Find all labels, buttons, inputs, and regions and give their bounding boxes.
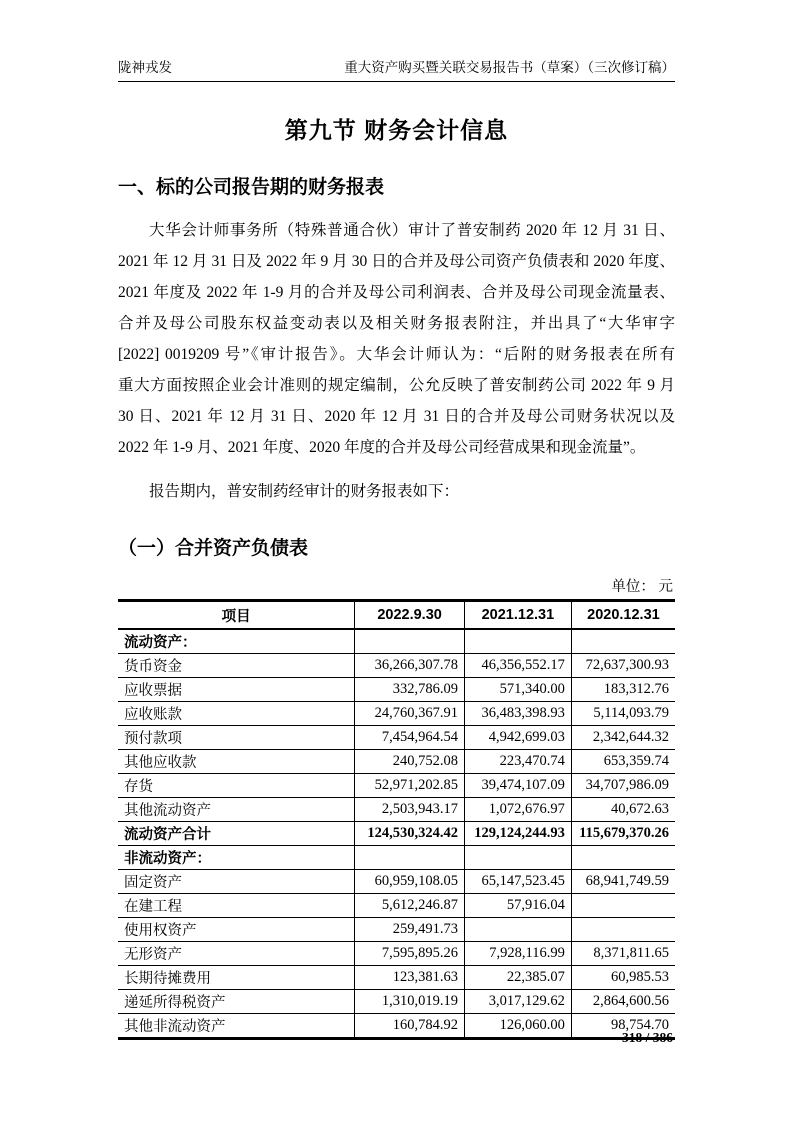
- unit-label: 单位： 元: [611, 579, 673, 595]
- paragraph-line: 大华会计师事务所（特殊普通合伙）审计了普安制药 2020 年 12 月 31 日、: [149, 222, 675, 239]
- table-row: [118, 870, 675, 894]
- value-cell: 39,474,107.09: [464, 774, 571, 798]
- table-row: [118, 942, 675, 966]
- value-cell: 40,672.63: [571, 798, 675, 822]
- value-cell: 571,340.00: [464, 678, 571, 702]
- header-right-text: 重大资产购买暨关联交易报告书（草案）（三次修订稿）: [344, 60, 675, 75]
- value-cell: 7,928,116.99: [464, 942, 571, 966]
- value-cell: 126,060.00: [464, 1014, 571, 1039]
- row-label: 使用权资产: [118, 918, 355, 942]
- page-number: 318 / 386: [621, 1030, 673, 1045]
- value-cell: 653,359.74: [571, 750, 675, 774]
- value-cell: 1,072,676.97: [464, 798, 571, 822]
- value-cell: 5,612,246.87: [355, 894, 465, 918]
- row-label: 无形资产: [118, 942, 355, 966]
- table-row: [118, 750, 675, 774]
- value-cell: 129,124,244.93: [464, 822, 571, 846]
- value-cell: 72,637,300.93: [571, 654, 675, 678]
- table-row: [118, 1014, 675, 1039]
- value-cell: 123,381.63: [355, 966, 465, 990]
- row-label: 存货: [118, 774, 355, 798]
- value-cell: [571, 894, 675, 918]
- table-row: [118, 629, 675, 654]
- page-title: 第九节 财务会计信息: [284, 117, 509, 143]
- subsection-heading: （一）合并资产负债表: [118, 538, 309, 559]
- value-cell: 115,679,370.26: [571, 822, 675, 846]
- value-cell: 3,017,129.62: [464, 990, 571, 1014]
- value-cell: [464, 629, 571, 654]
- row-label: 预付款项: [118, 726, 355, 750]
- row-label: 递延所得税资产: [118, 990, 355, 1014]
- section-heading: 一、标的公司报告期的财务报表: [118, 177, 385, 198]
- row-label: 应收账款: [118, 702, 355, 726]
- value-cell: [464, 846, 571, 870]
- row-label: 非流动资产：: [118, 846, 355, 870]
- table-row: [118, 822, 675, 846]
- row-label: 其他非流动资产: [118, 1014, 355, 1039]
- value-cell: 65,147,523.45: [464, 870, 571, 894]
- column-header: 2021.12.31: [464, 602, 571, 629]
- value-cell: [355, 846, 465, 870]
- table-row: [118, 702, 675, 726]
- table-row: [118, 654, 675, 678]
- table-row: [118, 726, 675, 750]
- value-cell: [464, 918, 571, 942]
- value-cell: 60,959,108.05: [355, 870, 465, 894]
- page-header: [118, 56, 675, 82]
- paragraph-line: 2021 年度及 2022 年 1-9 月的合并及母公司利润表、合并及母公司现金流量表、: [118, 284, 675, 301]
- table-body: [118, 629, 675, 1039]
- value-cell: [571, 846, 675, 870]
- value-cell: 240,752.08: [355, 750, 465, 774]
- row-label: 流动资产合计: [118, 822, 355, 846]
- row-label: 应收票据: [118, 678, 355, 702]
- header-left-text: 陇神戎发: [118, 60, 172, 75]
- table-row: [118, 774, 675, 798]
- column-header: 2020.12.31: [571, 602, 675, 629]
- value-cell: 36,266,307.78: [355, 654, 465, 678]
- row-label: 固定资产: [118, 870, 355, 894]
- row-label: 长期待摊费用: [118, 966, 355, 990]
- column-header: 项目: [118, 602, 355, 629]
- row-label: 在建工程: [118, 894, 355, 918]
- value-cell: 7,454,964.54: [355, 726, 465, 750]
- value-cell: 259,491.73: [355, 918, 465, 942]
- audit-paragraph: [118, 215, 675, 463]
- value-cell: 8,371,811.65: [571, 942, 675, 966]
- table-row: [118, 846, 675, 870]
- value-cell: 24,760,367.91: [355, 702, 465, 726]
- paragraph-line: 2022 年 1-9 月、2021 年度、2020 年度的合并及母公司经营成果和现金流量”。: [118, 439, 646, 456]
- value-cell: 52,971,202.85: [355, 774, 465, 798]
- paragraph-line: 2021 年 12 月 31 日及 2022 年 9 月 30 日的合并及母公司资产负债表和 2020 年度、: [118, 253, 675, 270]
- value-cell: 36,483,398.93: [464, 702, 571, 726]
- paragraph-line: 重大方面按照企业会计准则的规定编制，公允反映了普安制药公司 2022 年 9 月: [118, 377, 675, 394]
- value-cell: 46,356,552.17: [464, 654, 571, 678]
- table-row: [118, 798, 675, 822]
- table-row: [118, 918, 675, 942]
- value-cell: 124,530,324.42: [355, 822, 465, 846]
- paragraph-line: [2022] 0019209 号”《审计报告》。大华会计师认为：“后附的财务报表在所有: [118, 346, 675, 363]
- row-label: 流动资产：: [118, 629, 355, 654]
- value-cell: 5,114,093.79: [571, 702, 675, 726]
- value-cell: 22,385.07: [464, 966, 571, 990]
- table-header: [118, 602, 675, 629]
- report-intro-paragraph: 报告期内，普安制药经审计的财务报表如下：: [149, 483, 460, 500]
- table-row: [118, 990, 675, 1014]
- row-label: 其他应收款: [118, 750, 355, 774]
- value-cell: 68,941,749.59: [571, 870, 675, 894]
- value-cell: [355, 629, 465, 654]
- value-cell: 4,942,699.03: [464, 726, 571, 750]
- value-cell: 57,916.04: [464, 894, 571, 918]
- value-cell: 7,595,895.26: [355, 942, 465, 966]
- value-cell: 34,707,986.09: [571, 774, 675, 798]
- value-cell: [571, 629, 675, 654]
- table-row: [118, 894, 675, 918]
- value-cell: 60,985.53: [571, 966, 675, 990]
- value-cell: 332,786.09: [355, 678, 465, 702]
- value-cell: 2,342,644.32: [571, 726, 675, 750]
- row-label: 其他流动资产: [118, 798, 355, 822]
- table-row: [118, 966, 675, 990]
- table-row: [118, 678, 675, 702]
- column-header: 2022.9.30: [355, 602, 465, 629]
- value-cell: 160,784.92: [355, 1014, 465, 1039]
- value-cell: [571, 918, 675, 942]
- balance-sheet-table: [118, 602, 675, 1040]
- table-header-row: [118, 602, 675, 629]
- value-cell: 1,310,019.19: [355, 990, 465, 1014]
- paragraph-line: 合并及母公司股东权益变动表以及相关财务报表附注，并出具了“大华审字: [118, 315, 675, 332]
- value-cell: 223,470.74: [464, 750, 571, 774]
- value-cell: 98,754.70: [571, 1014, 675, 1039]
- value-cell: 183,312.76: [571, 678, 675, 702]
- paragraph-line: 30 日、2021 年 12 月 31 日、2020 年 12 月 31 日的合并及母公司财务状况以及: [118, 408, 675, 425]
- row-label: 货币资金: [118, 654, 355, 678]
- value-cell: 2,503,943.17: [355, 798, 465, 822]
- value-cell: 2,864,600.56: [571, 990, 675, 1014]
